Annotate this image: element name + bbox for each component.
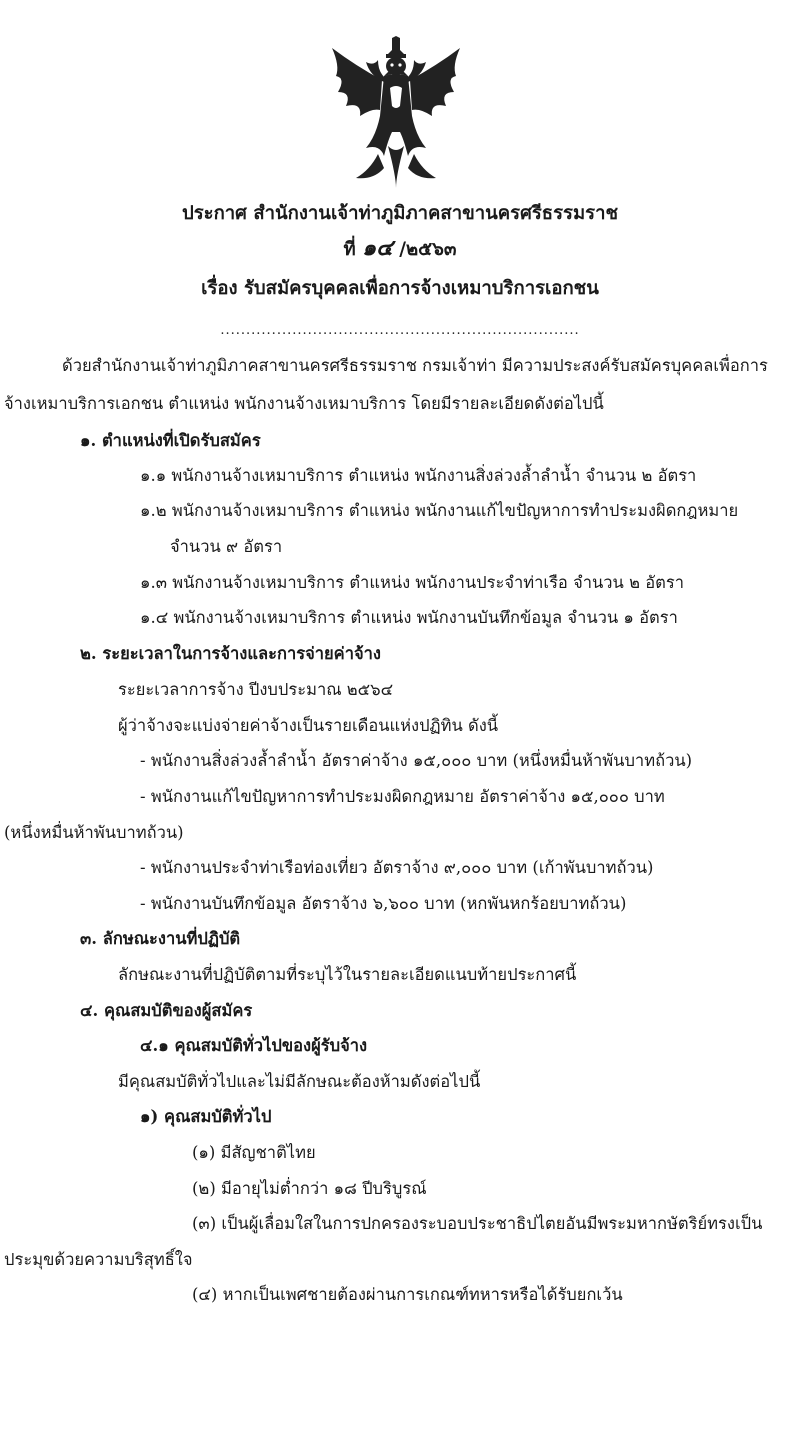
- qualification-item: (๒) มีอายุไม่ต่ำกว่า ๑๘ ปีบริบูรณ์: [192, 1179, 427, 1198]
- qualification-item: (๓) เป็นผู้เลื่อมใสในการปกครองระบอบประชาธิปไตยอันมีพระมหากษัตริย์ทรงเป็น: [192, 1214, 763, 1233]
- wage-item-continued: (หนึ่งหมื่นห้าพันบาทถ้วน): [4, 823, 184, 842]
- number-handwritten: ๑๔: [362, 236, 393, 261]
- number-suffix: /๒๕๖๓: [399, 239, 457, 260]
- position-1-4: ๑.๔ พนักงานจ้างเหมาบริการ ตำแหน่ง พนักงานบันทึกข้อมูล จำนวน ๑ อัตรา: [140, 608, 678, 627]
- section-3-heading: ๓. ลักษณะงานที่ปฏิบัติ: [80, 929, 241, 948]
- divider: ......................................................................: [220, 323, 580, 338]
- payment-terms: ผู้ว่าจ้างจะแบ่งจ่ายค่าจ้างเป็นรายเดือนแห่งปฏิทิน ดังนี้: [118, 716, 499, 735]
- wage-item: - พนักงานแก้ไขปัญหาการทำประมงผิดกฎหมาย อัตราค่าจ้าง ๑๕,๐๐๐ บาท: [140, 787, 665, 806]
- employment-period: ระยะเวลาการจ้าง ปีงบประมาณ ๒๕๖๔: [118, 680, 394, 699]
- wage-item: - พนักงานสิ่งล่วงล้ำลำน้ำ อัตราค่าจ้าง ๑๕,๐๐๐ บาท (หนึ่งหมื่นห้าพันบาทถ้วน): [140, 751, 693, 770]
- section-4-heading: ๔. คุณสมบัติของผู้สมัคร: [80, 1001, 253, 1020]
- garuda-emblem-icon: [326, 36, 466, 190]
- section-4-1-heading: ๔.๑ คุณสมบัติทั่วไปของผู้รับจ้าง: [140, 1036, 368, 1055]
- section-1-heading: ๑. ตำแหน่งที่เปิดรับสมัคร: [80, 431, 261, 450]
- qualifications-intro: มีคุณสมบัติทั่วไปและไม่มีลักษณะต้องห้ามดังต่อไปนี้: [118, 1072, 481, 1091]
- wage-item: - พนักงานประจำท่าเรือท่องเที่ยว อัตราจ้าง ๙,๐๐๐ บาท (เก้าพันบาทถ้วน): [140, 858, 654, 877]
- position-1-3: ๑.๓ พนักงานจ้างเหมาบริการ ตำแหน่ง พนักงานประจำท่าเรือ จำนวน ๒ อัตรา: [140, 573, 684, 592]
- position-1-1: ๑.๑ พนักงานจ้างเหมาบริการ ตำแหน่ง พนักงานสิ่งล่วงล้ำลำน้ำ จำนวน ๒ อัตรา: [140, 466, 697, 485]
- section-2-heading: ๒. ระยะเวลาในการจ้างและการจ่ายค่าจ้าง: [80, 644, 381, 663]
- qualification-item: (๑) มีสัญชาติไทย: [192, 1143, 316, 1162]
- announcement-title: ประกาศ สำนักงานเจ้าท่าภูมิภาคสาขานครศรีธรรมราช: [181, 203, 619, 224]
- position-1-2-count: จำนวน ๙ อัตรา: [170, 537, 283, 556]
- announcement-subject: เรื่อง รับสมัครบุคคลเพื่อการจ้างเหมาบริการเอกชน: [201, 278, 599, 299]
- position-1-2: ๑.๒ พนักงานจ้างเหมาบริการ ตำแหน่ง พนักงานแก้ไขปัญหาการทำประมงผิดกฎหมาย: [140, 501, 739, 520]
- job-description: ลักษณะงานที่ปฏิบัติตามที่ระบุไว้ในรายละเอียดแนบท้ายประกาศนี้: [118, 965, 577, 984]
- wage-item: - พนักงานบันทึกข้อมูล อัตราจ้าง ๖,๖๐๐ บาท (หกพันหกร้อยบาทถ้วน): [140, 894, 627, 913]
- qualification-item: (๔) หากเป็นเพศชายต้องผ่านการเกณฑ์ทหารหรือได้รับยกเว้น: [192, 1285, 623, 1304]
- announcement-number: [0, 238, 800, 261]
- intro-line-2: จ้างเหมาบริการเอกชน ตำแหน่ง พนักงานจ้างเหมาบริการ โดยมีรายละเอียดดังต่อไปนี้: [4, 394, 604, 413]
- general-qualifications-heading: ๑) คุณสมบัติทั่วไป: [140, 1107, 272, 1126]
- qualification-item-continued: ประมุขด้วยความบริสุทธิ์ใจ: [4, 1250, 193, 1269]
- number-prefix: ที่: [343, 239, 356, 260]
- intro-line-1: ด้วยสำนักงานเจ้าท่าภูมิภาคสาขานครศรีธรรมราช กรมเจ้าท่า มีความประสงค์รับสมัครบุคคลเพื่อการ: [62, 356, 768, 375]
